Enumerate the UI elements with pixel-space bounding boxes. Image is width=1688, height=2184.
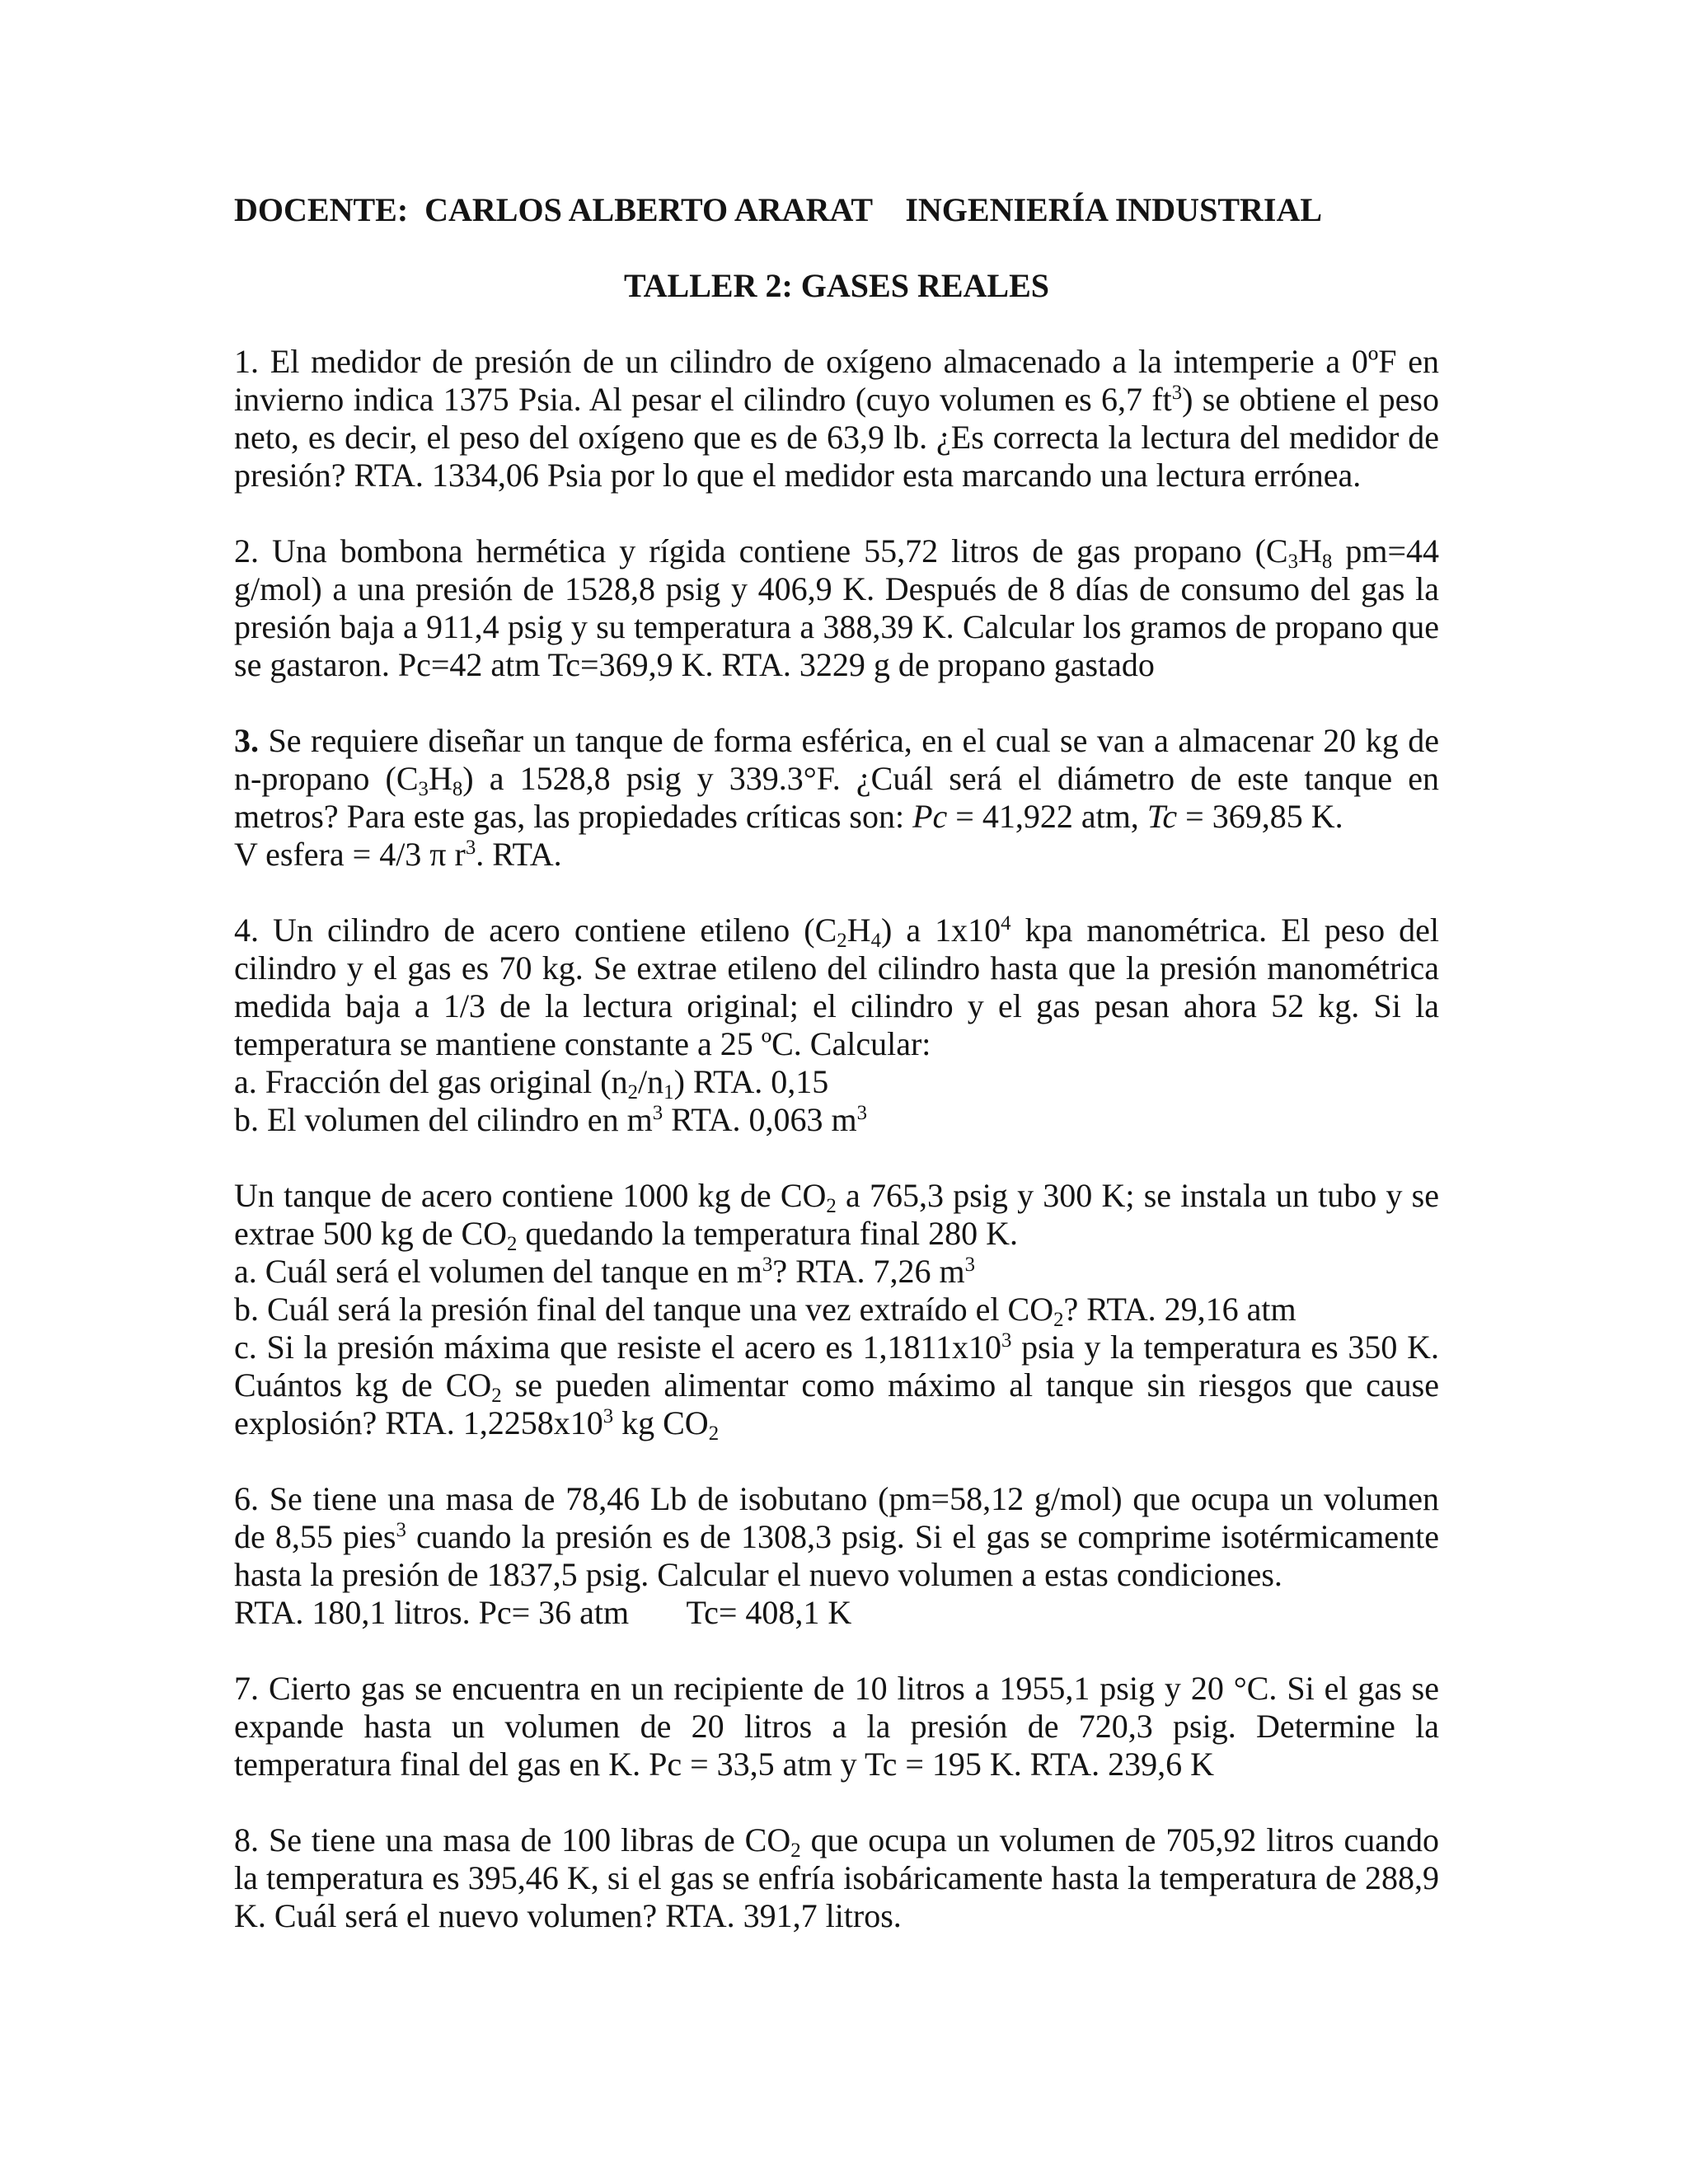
problem-text: pm=44 g/mol) a una presión de 1528,8 psig y 406,9 K. Después de 8 días de consumo del gas la presión baja a 911,4 psig y su temperatura a 388,39 K. Calcular los gramos de propano que se gastaron. Pc=42 atm Tc=369,9 K. RTA. 3229 g de propano gastado bbox=[234, 532, 1440, 683]
docente-label: DOCENTE: bbox=[234, 191, 409, 228]
problem-6 bbox=[234, 1480, 1439, 1632]
tc-value: = 369,85 K. bbox=[1177, 798, 1343, 835]
problem-number: 2. bbox=[234, 532, 259, 569]
sphere-formula-line bbox=[234, 836, 1439, 874]
problem-7 bbox=[234, 1670, 1439, 1783]
part-text: /n bbox=[638, 1063, 664, 1100]
problem-number: 3. bbox=[234, 722, 259, 759]
part-text: a. Fracción del gas original (n bbox=[234, 1063, 628, 1100]
docente-name: CARLOS ALBERTO ARARAT bbox=[424, 191, 873, 228]
subscript: 8 bbox=[452, 777, 463, 800]
problem-4-text bbox=[234, 912, 1439, 1063]
problem-text: H bbox=[1298, 532, 1322, 569]
problem-8 bbox=[234, 1821, 1439, 1935]
problem-5 bbox=[234, 1177, 1439, 1445]
problem-3 bbox=[234, 722, 1439, 874]
problem-1 bbox=[234, 343, 1439, 494]
problem-text: a 765,3 psig y 300 K; se instala un tubo y se extrae 500 kg de CO bbox=[234, 1177, 1439, 1252]
superscript: 3 bbox=[396, 1519, 406, 1542]
problem-text: ) a 1x10 bbox=[880, 912, 1001, 949]
problem-text: Se tiene una masa de 78,46 Lb de isobutano (pm=58,12 g/mol) que ocupa un volumen de 8,55 pies bbox=[234, 1480, 1439, 1555]
subscript: 2 bbox=[708, 1422, 720, 1445]
subscript: 3 bbox=[1287, 550, 1299, 573]
subscript: 2 bbox=[837, 929, 847, 952]
problem-text: H bbox=[428, 760, 452, 797]
part-text: psia y la temperatura es 350 K. Cuántos kg de CO bbox=[234, 1329, 1439, 1404]
part-text: b. El volumen del cilindro en m bbox=[234, 1101, 653, 1138]
problem-text: ) a 1528,8 psig y 339.3°F. ¿Cuál será el diámetro de este tanque en metros? Para este gas, las propiedades críticas son: bbox=[234, 760, 1439, 835]
superscript: 3 bbox=[652, 1102, 663, 1125]
part-text: c. Si la presión máxima que resiste el acero es 1,1811x10 bbox=[234, 1329, 1002, 1366]
superscript: 3 bbox=[964, 1254, 975, 1277]
problem-text: El medidor de presión de un cilindro de oxígeno almacenado a la intemperie a 0ºF en invierno indica 1375 Psia. Al pesar el cilindro (cuyo volumen es 6,7 ft bbox=[234, 343, 1440, 418]
pc-label: Pc bbox=[912, 798, 948, 835]
problem-6-answer: RTA. 180,1 litros. Pc= 36 atm Tc= 408,1 K bbox=[234, 1594, 852, 1631]
formula-text: . RTA. bbox=[476, 836, 562, 873]
problem-4-part-a bbox=[234, 1063, 1439, 1104]
problem-text: Se requiere diseñar un tanque de forma esférica, en el cual se van a almacenar 20 kg de n-propano (C bbox=[234, 722, 1439, 797]
problem-number: 6. bbox=[234, 1480, 259, 1517]
problem-8-text bbox=[234, 1821, 1439, 1935]
problem-text: kpa manométrica. El peso del cilindro y el gas es 70 kg. Se extrae etileno del cilindro hasta que la presión manométrica medida baja a 1/3 de la lectura original; el cilindro y el gas pesan ahora 52 kg. Si la temperatura se mantiene constante a 25 ºC. Calcular: bbox=[234, 912, 1440, 1062]
part-text: ) RTA. 0,15 bbox=[673, 1063, 829, 1100]
superscript: 3 bbox=[1171, 382, 1183, 405]
problem-7-text bbox=[234, 1670, 1439, 1783]
problem-2-text bbox=[234, 532, 1439, 684]
problem-text: ) se obtiene el peso neto, es decir, el peso del oxígeno que es de 63,9 lb. ¿Es correcta la lectura del medidor de presión? RTA. 1334,06 Psia por lo que el medidor esta marcando una lectura errónea. bbox=[234, 381, 1439, 494]
problem-text: H bbox=[846, 912, 871, 949]
part-text: RTA. 0,063 m bbox=[663, 1101, 857, 1138]
superscript: 3 bbox=[465, 837, 476, 860]
problem-text: Una bombona hermética y rígida contiene 55,72 litros de gas propano (C bbox=[272, 532, 1288, 569]
header-line bbox=[234, 191, 1439, 229]
problem-text: quedando la temperatura final 280 K. bbox=[517, 1215, 1018, 1252]
problem-1-text bbox=[234, 343, 1439, 494]
problem-4-part-b bbox=[234, 1101, 1439, 1139]
part-text: b. Cuál será la presión final del tanque una vez extraído el CO bbox=[234, 1291, 1054, 1328]
subscript: 8 bbox=[1321, 550, 1333, 573]
subscript: 1 bbox=[663, 1080, 674, 1104]
problem-2 bbox=[234, 532, 1439, 684]
problem-text: Un cilindro de acero contiene etileno (C bbox=[273, 912, 837, 949]
problem-text: Se tiene una masa de 100 libras de CO bbox=[268, 1821, 791, 1858]
superscript: 3 bbox=[762, 1254, 773, 1277]
formula-text: V esfera = 4/3 π r bbox=[234, 836, 466, 873]
problem-5-part-c bbox=[234, 1329, 1439, 1445]
superscript: 3 bbox=[1001, 1329, 1012, 1352]
subscript: 2 bbox=[790, 1839, 801, 1862]
superscript: 4 bbox=[1001, 912, 1011, 935]
problem-number: 1. bbox=[234, 343, 259, 380]
subscript: 2 bbox=[826, 1194, 837, 1217]
page-title: TALLER 2: GASES REALES bbox=[623, 267, 1050, 304]
part-text: ? RTA. 29,16 atm bbox=[1063, 1291, 1296, 1328]
problem-text: que ocupa un volumen de 705,92 litros cuando la temperatura es 395,46 K, si el gas se enfría isobáricamente hasta la temperatura de 288,9 K. Cuál será el nuevo volumen? RTA. 391,7 litros. bbox=[234, 1821, 1440, 1934]
problem-6-text bbox=[234, 1480, 1439, 1594]
subscript: 4 bbox=[870, 929, 881, 952]
part-text: kg CO bbox=[613, 1404, 709, 1441]
problem-number: 8. bbox=[234, 1821, 259, 1858]
problem-number: 7. bbox=[234, 1670, 259, 1707]
tc-label: Tc bbox=[1146, 798, 1178, 835]
problem-4 bbox=[234, 912, 1439, 1139]
problem-number: 4. bbox=[234, 912, 259, 949]
part-text: se pueden alimentar como máximo al tanque sin riesgos que cause explosión? RTA. 1,2258x10 bbox=[234, 1366, 1439, 1441]
problem-5-part-a bbox=[234, 1253, 1439, 1291]
subscript: 2 bbox=[627, 1080, 639, 1104]
problem-text: Cierto gas se encuentra en un recipiente de 10 litros a 1955,1 psig y 20 °C. Si el gas se expande hasta un volumen de 20 litros a la presión de 720,3 psig. Determine la temperatura final del gas en K. Pc = 33,5 atm y Tc = 195 K. RTA. 239,6 K bbox=[234, 1670, 1439, 1783]
problem-5-part-b bbox=[234, 1291, 1439, 1329]
problem-5-text bbox=[234, 1177, 1439, 1253]
superscript: 3 bbox=[856, 1102, 868, 1125]
subscript: 2 bbox=[491, 1384, 502, 1407]
subscript: 3 bbox=[418, 777, 429, 800]
subscript: 2 bbox=[1053, 1308, 1064, 1331]
problem-text: Un tanque de acero contiene 1000 kg de CO bbox=[234, 1177, 827, 1214]
part-text: ? RTA. 7,26 m bbox=[772, 1253, 965, 1290]
program-name: INGENIERÍA INDUSTRIAL bbox=[905, 191, 1323, 228]
problem-text: cuando la presión es de 1308,3 psig. Si el gas se comprime isotérmicamente hasta la presión de 1837,5 psig. Calcular el nuevo volumen a estas condiciones. bbox=[234, 1518, 1439, 1593]
pc-value: = 41,922 atm, bbox=[947, 798, 1147, 835]
superscript: 3 bbox=[603, 1405, 614, 1428]
subscript: 2 bbox=[507, 1232, 518, 1255]
problem-3-text bbox=[234, 722, 1439, 836]
part-text: a. Cuál será el volumen del tanque en m bbox=[234, 1253, 762, 1290]
